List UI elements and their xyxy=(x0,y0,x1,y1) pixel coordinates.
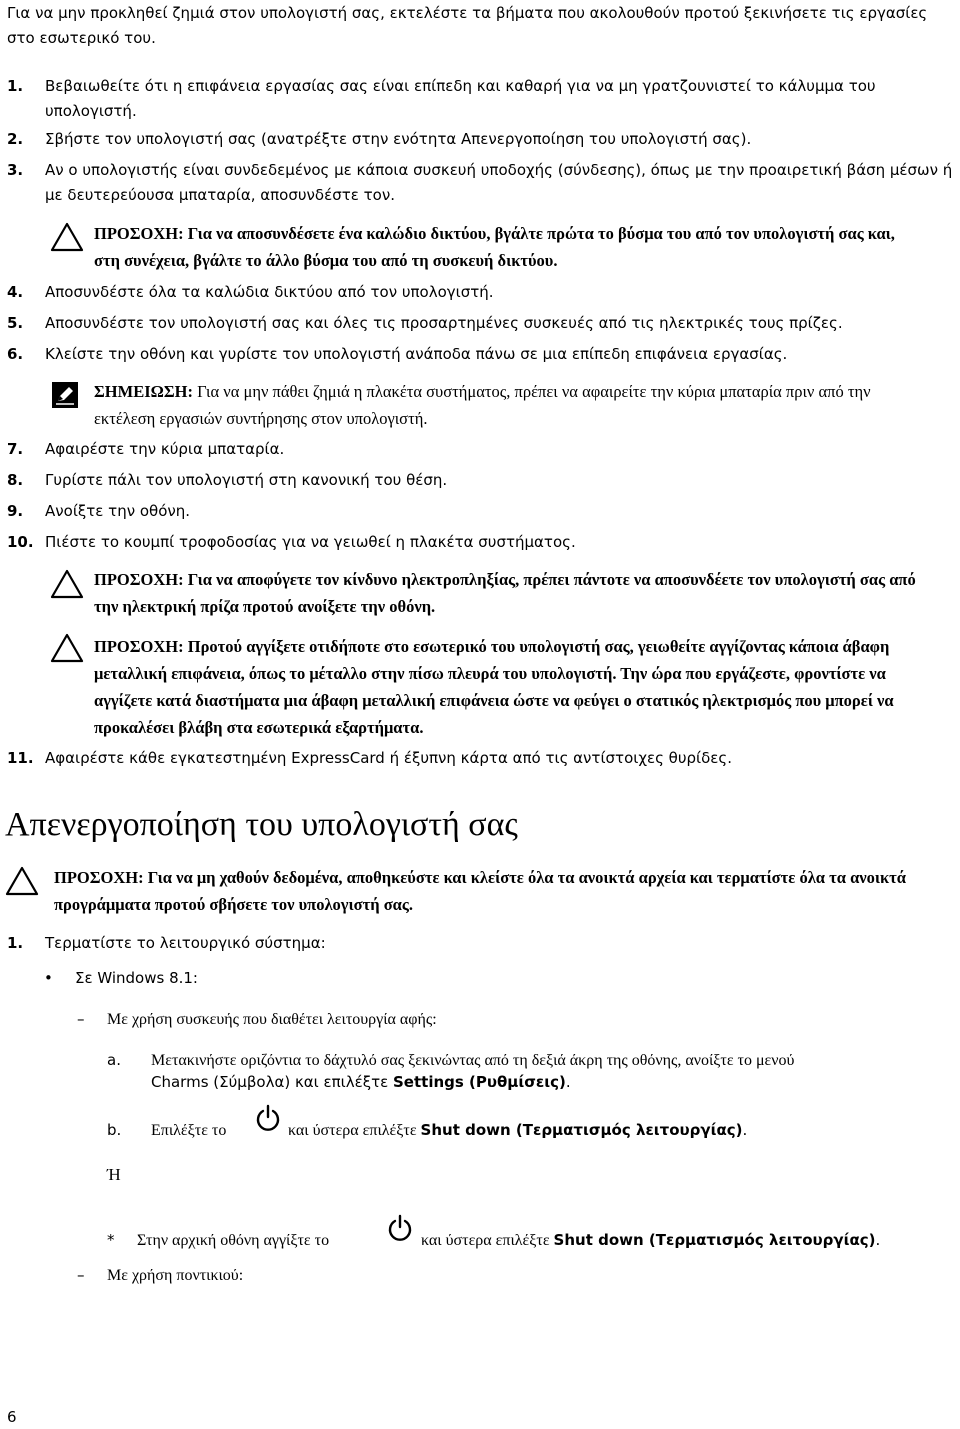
substep-label: a. xyxy=(107,1051,121,1069)
start-screen-text: Στην αρχική οθόνη αγγίξτε το xyxy=(137,1232,330,1249)
step-number: 2. xyxy=(7,130,24,148)
step-text: Γυρίστε πάλι τον υπολογιστή στη κανονική του θέση. xyxy=(45,471,448,489)
substep-text xyxy=(288,1118,938,1143)
substep-text xyxy=(421,1228,951,1253)
step-text: Κλείστε την οθόνη και γυρίστε τον υπολογιστή ανάποδα πάνω σε μια επίπεδη επιφάνεια εργασίας. xyxy=(45,345,788,363)
caution-notice: ΠΡΟΣΟΧΗ: Προτού αγγίξετε οτιδήποτε στο εσωτερικό του υπολογιστή σας, γειωθείτε αγγίζοντας κάποια άβαφη μεταλλική επιφάνεια, όπως το μέταλλο στην πίσω πλευρά του υπολογιστή. Την ώρα που εργάζεστε, φροντίστε να αγγίζετε κατά διαστήματα μια άβαφη μεταλλική επιφάνεια ώστε να φεύγει ο στατικός ηλεκτρισμός που μπορεί να προκαλέσει βλάβη στα εσωτερικά εξαρτήματα. xyxy=(94,637,894,737)
step-text: Πιέστε το κουμπί τροφοδοσίας για να γειωθεί η πλακέτα συστήματος. xyxy=(45,533,576,551)
charms-text: Charms (Σύμβολα) και επιλέξτε xyxy=(151,1073,393,1091)
note-label: ΣΗΜΕΙΩΣΗ: xyxy=(94,382,193,401)
step-number: 11. xyxy=(7,749,34,767)
power-icon xyxy=(255,1104,281,1132)
step-number: 1. xyxy=(7,934,24,952)
note-notice xyxy=(94,378,924,432)
caution-icon xyxy=(50,222,84,252)
step-text: Αν ο υπολογιστής είναι συνδεδεμένος με κάποια συσκευή υποδοχής (σύνδεσης), όπως με την προαιρετική βάση μέσων ή με δευτερεύουσα μπαταρία, αποσυνδέστε τον. xyxy=(45,161,953,204)
step-text: Τερματίστε το λειτουργικό σύστημα: xyxy=(45,934,326,952)
period: . xyxy=(565,1073,571,1091)
section-heading: Απενεργοποίηση του υπολογιστή σας xyxy=(5,806,518,843)
step-text: Ανοίξτε την οθόνη. xyxy=(45,502,191,520)
step-number: 9. xyxy=(7,502,24,520)
step-text: Σβήστε τον υπολογιστή σας (ανατρέξτε στην ενότητα Απενεργοποίηση του υπολογιστή σας). xyxy=(45,130,752,148)
step-text: Αποσυνδέστε όλα τα καλώδια δικτύου από τον υπολογιστή. xyxy=(45,283,494,301)
substep-text: Μετακινήστε οριζόντια το δάχτυλό σας ξεκινώντας από τη δεξιά άκρη της οθόνης, ανοίξτε το μενού xyxy=(151,1052,795,1069)
choose-text: και ύστερα επιλέξτε xyxy=(288,1122,421,1139)
page-number: 6 xyxy=(7,1408,17,1426)
substep-text xyxy=(151,1070,951,1095)
intro-paragraph: Για να μην προκληθεί ζημιά στον υπολογιστή σας, εκτελέστε τα βήματα που ακολουθούν προτού ξεκινήσετε τις εργασίες στο εσωτερικό του. xyxy=(7,4,928,47)
caution-icon xyxy=(5,866,39,896)
star-marker: * xyxy=(107,1231,115,1249)
step-number: 8. xyxy=(7,471,24,489)
step-number: 4. xyxy=(7,283,24,301)
step-text: Αφαιρέστε κάθε εγκατεστημένη ExpressCard ή έξυπνη κάρτα από τις αντίστοιχες θυρίδες. xyxy=(45,749,732,767)
step-text: Αφαιρέστε την κύρια μπαταρία. xyxy=(45,440,285,458)
period: . xyxy=(875,1231,881,1249)
step-number: 5. xyxy=(7,314,24,332)
step-number: 1. xyxy=(7,77,24,95)
caution-notice: ΠΡΟΣΟΧΗ: Για να αποφύγετε τον κίνδυνο ηλεκτροπληξίας, πρέπει πάντοτε να αποσυνδέετε τον υπολογιστή σας από την ηλεκτρική πρίζα προτού ανοίξετε την οθόνη. xyxy=(94,570,916,616)
windows-version-text: Σε Windows 8.1: xyxy=(75,969,198,987)
dash: – xyxy=(77,1266,85,1284)
step-number: 3. xyxy=(7,161,24,179)
or-text: Ή xyxy=(107,1165,121,1184)
step-number: 6. xyxy=(7,345,24,363)
step-text: Βεβαιωθείτε ότι η επιφάνεια εργασίας σας είναι επίπεδη και καθαρή για να μη γρατζουνιστεί το κάλυμμα του υπολογιστή. xyxy=(45,77,876,120)
period: . xyxy=(742,1121,748,1139)
caution-notice: ΠΡΟΣΟΧΗ: Για να μη χαθούν δεδομένα, αποθηκεύστε και κλείστε όλα τα ανοικτά αρχεία και τερματίστε όλα τα ανοικτά προγράμματα προτού σβήσετε τον υπολογιστή σας. xyxy=(54,868,906,914)
choose-text: και ύστερα επιλέξτε xyxy=(421,1232,554,1249)
bullet: • xyxy=(44,969,53,987)
power-icon xyxy=(387,1214,413,1242)
caution-icon xyxy=(50,569,84,599)
step-number: 7. xyxy=(7,440,24,458)
caution-icon xyxy=(50,633,84,663)
step-text: Αποσυνδέστε τον υπολογιστή σας και όλες τις προσαρτημένες συσκευές από τις ηλεκτρικές τους πρίζες. xyxy=(45,314,843,332)
mouse-method-text: Με χρήση ποντικιού: xyxy=(107,1267,244,1284)
step-number: 10. xyxy=(7,533,34,551)
substep-text: Επιλέξτε το xyxy=(151,1122,227,1139)
dash: – xyxy=(77,1010,85,1028)
touch-method-text: Με χρήση συσκευής που διαθέτει λειτουργία αφής: xyxy=(107,1011,437,1028)
substep-label: b. xyxy=(107,1121,122,1139)
caution-notice: ΠΡΟΣΟΧΗ: Για να αποσυνδέσετε ένα καλώδιο δικτύου, βγάλτε πρώτα το βύσμα του από τον υπολογιστή σας και, στη συνέχεια, βγάλτε το άλλο βύσμα του από τη συσκευή δικτύου. xyxy=(94,224,895,270)
note-body: Για να μην πάθει ζημιά η πλακέτα συστήματος, πρέπει να αφαιρείτε την κύρια μπαταρία πριν από την εκτέλεση εργασιών συντήρησης στον υπολογιστή. xyxy=(94,382,871,428)
note-pencil-icon xyxy=(52,382,78,408)
shutdown-label: Shut down (Τερματισμός λειτουργίας) xyxy=(553,1231,876,1249)
settings-label: Settings (Ρυθμίσεις) xyxy=(393,1073,566,1091)
shutdown-label: Shut down (Τερματισμός λειτουργίας) xyxy=(420,1121,743,1139)
